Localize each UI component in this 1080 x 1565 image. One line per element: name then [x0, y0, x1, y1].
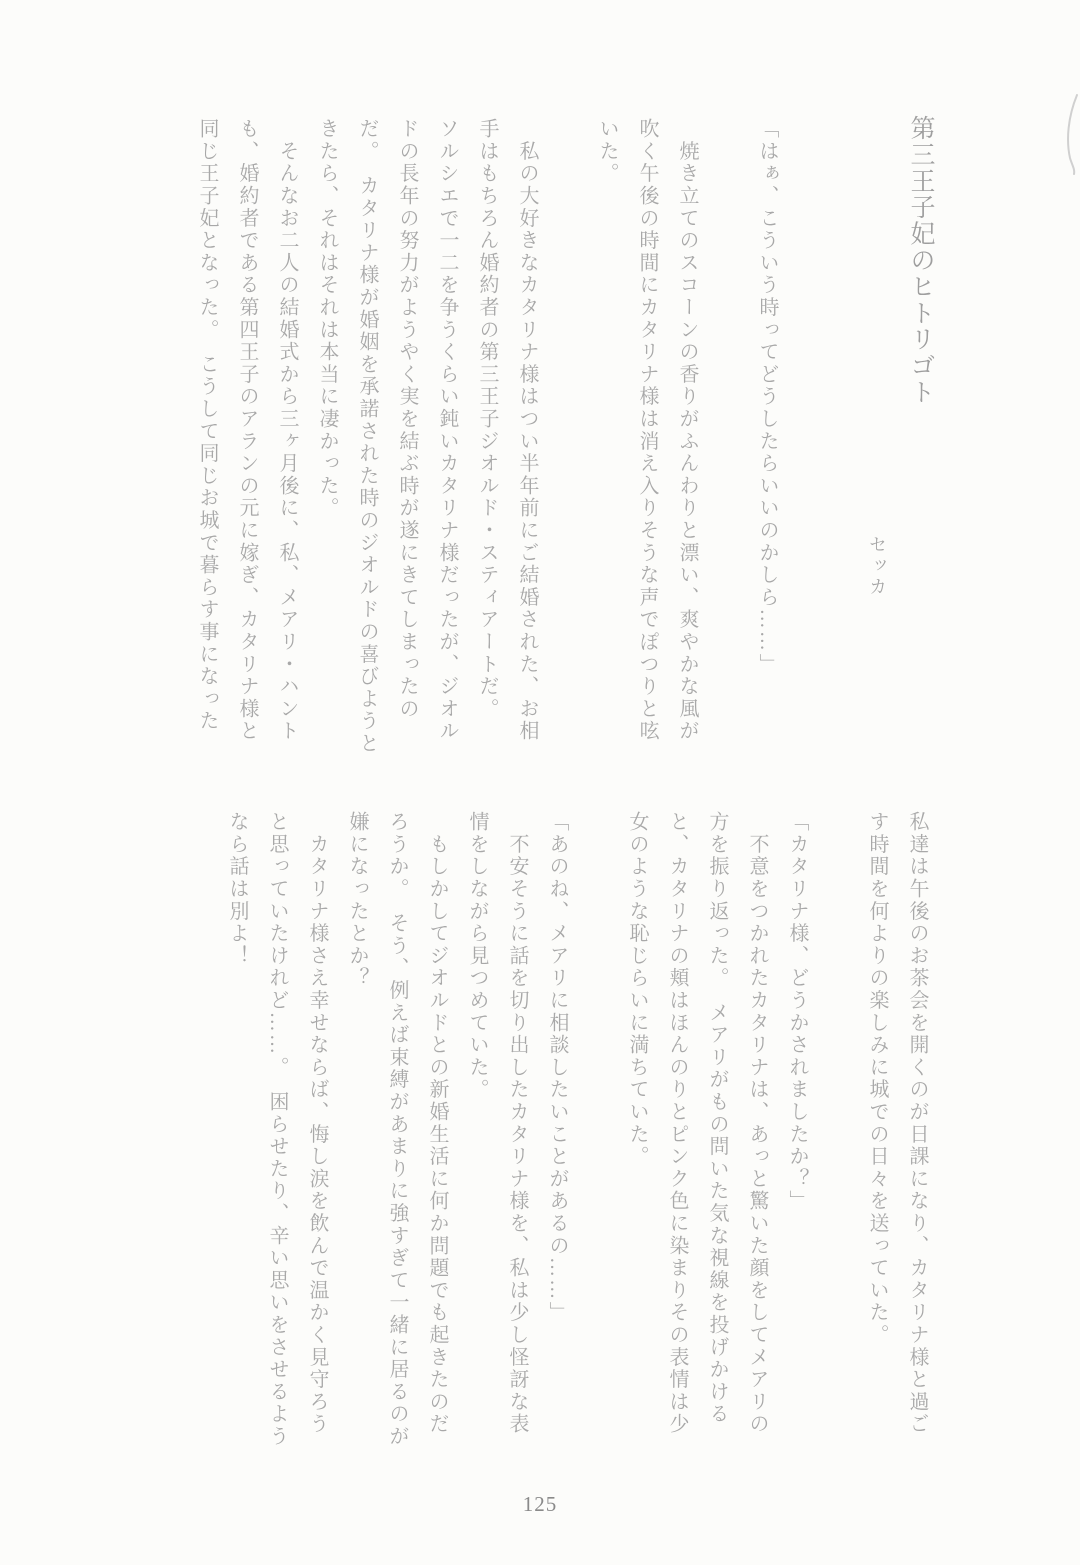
text-column: 私達は午後のお茶会を開くのが日課になり、カタリナ様と過ご	[906, 811, 928, 1436]
text-column: も、婚約者である第四王子のアランの元に嫁ぎ、カタリナ様と	[236, 118, 258, 743]
text-column: なら話は別よ！	[226, 811, 248, 968]
author-name: セッカ	[867, 535, 887, 598]
lower-text-block	[217, 811, 937, 1471]
text-column: と、カタリナの頬はほんのりとピンク色に染まりその表情は少	[666, 811, 688, 1436]
text-column: 「カタリナ様、どうかされましたか？」	[786, 811, 808, 1213]
text-column: そんなお二人の結婚式から三ヶ月後に、私、メアリ・ハント	[276, 118, 298, 743]
text-column: ドの長年の努力がようやく実を結ぶ時が遂にきてしまったの	[396, 118, 418, 721]
text-column: 吹く午後の時間にカタリナ様は消え入りそうな声でぽつりと呟	[636, 118, 658, 743]
upper-text-block	[187, 118, 787, 770]
text-column: だ。 カタリナ様が婚姻を承諾された時のジオルドの喜びようと	[356, 118, 378, 755]
text-column: 女のような恥じらいに満ちていた。	[626, 811, 648, 1168]
text-column: す時間を何よりの楽しみに城での日々を送っていた。	[866, 811, 888, 1347]
text-column: 同じ王子妃となった。 こうして同じお城で暮らす事になった	[196, 118, 218, 733]
text-column: 情をしながら見つめていた。	[466, 811, 488, 1101]
text-column: 嫌になったとか？	[346, 811, 368, 990]
scan-artifact-curve	[1062, 92, 1080, 182]
text-column: ソルシエで一二を争うくらい鈍いカタリナ様だったが、ジオル	[436, 118, 458, 743]
text-column: と思っていたけれど……。 困らせたり、辛い思いをさせるよう	[266, 811, 288, 1448]
page-number: 125	[522, 1492, 558, 1516]
text-column: カタリナ様さえ幸せならば、悔し涙を飲んで温かく見守ろう	[306, 811, 328, 1436]
text-column: 「はぁ、こういう時ってどうしたらいいのかしら……」	[756, 118, 778, 676]
text-column: 不意をつかれたカタリナは、あっと驚いた顔をしてメアリの	[746, 811, 768, 1436]
text-column: ろうか。 そう、例えば束縛があまりに強すぎて一緒に居るのが	[386, 811, 408, 1448]
text-column: 不安そうに話を切り出したカタリナ様を、私は少し怪訝な表	[506, 811, 528, 1436]
text-column: いた。	[596, 118, 618, 185]
text-column: 「あのね、メアリに相談したいことがあるの……」	[546, 811, 568, 1324]
text-column: 焼き立てのスコーンの香りがふんわりと漂い、爽やかな風が	[676, 118, 698, 743]
text-column: 方を振り返った。 メアリがもの問いた気な視線を投げかける	[706, 811, 728, 1426]
text-column: きたら、それはそれは本当に凄かった。	[316, 118, 338, 520]
text-column: もしかしてジオルドとの新婚生活に何か問題でも起きたのだ	[426, 811, 448, 1436]
text-column: 手はもちろん婚約者の第三王子ジオルド・スティアートだ。	[476, 118, 498, 721]
page-title: 第三王子妃のヒトリゴト	[907, 115, 934, 406]
text-column: 私の大好きなカタリナ様はつい半年前にご結婚された、お相	[516, 118, 538, 743]
